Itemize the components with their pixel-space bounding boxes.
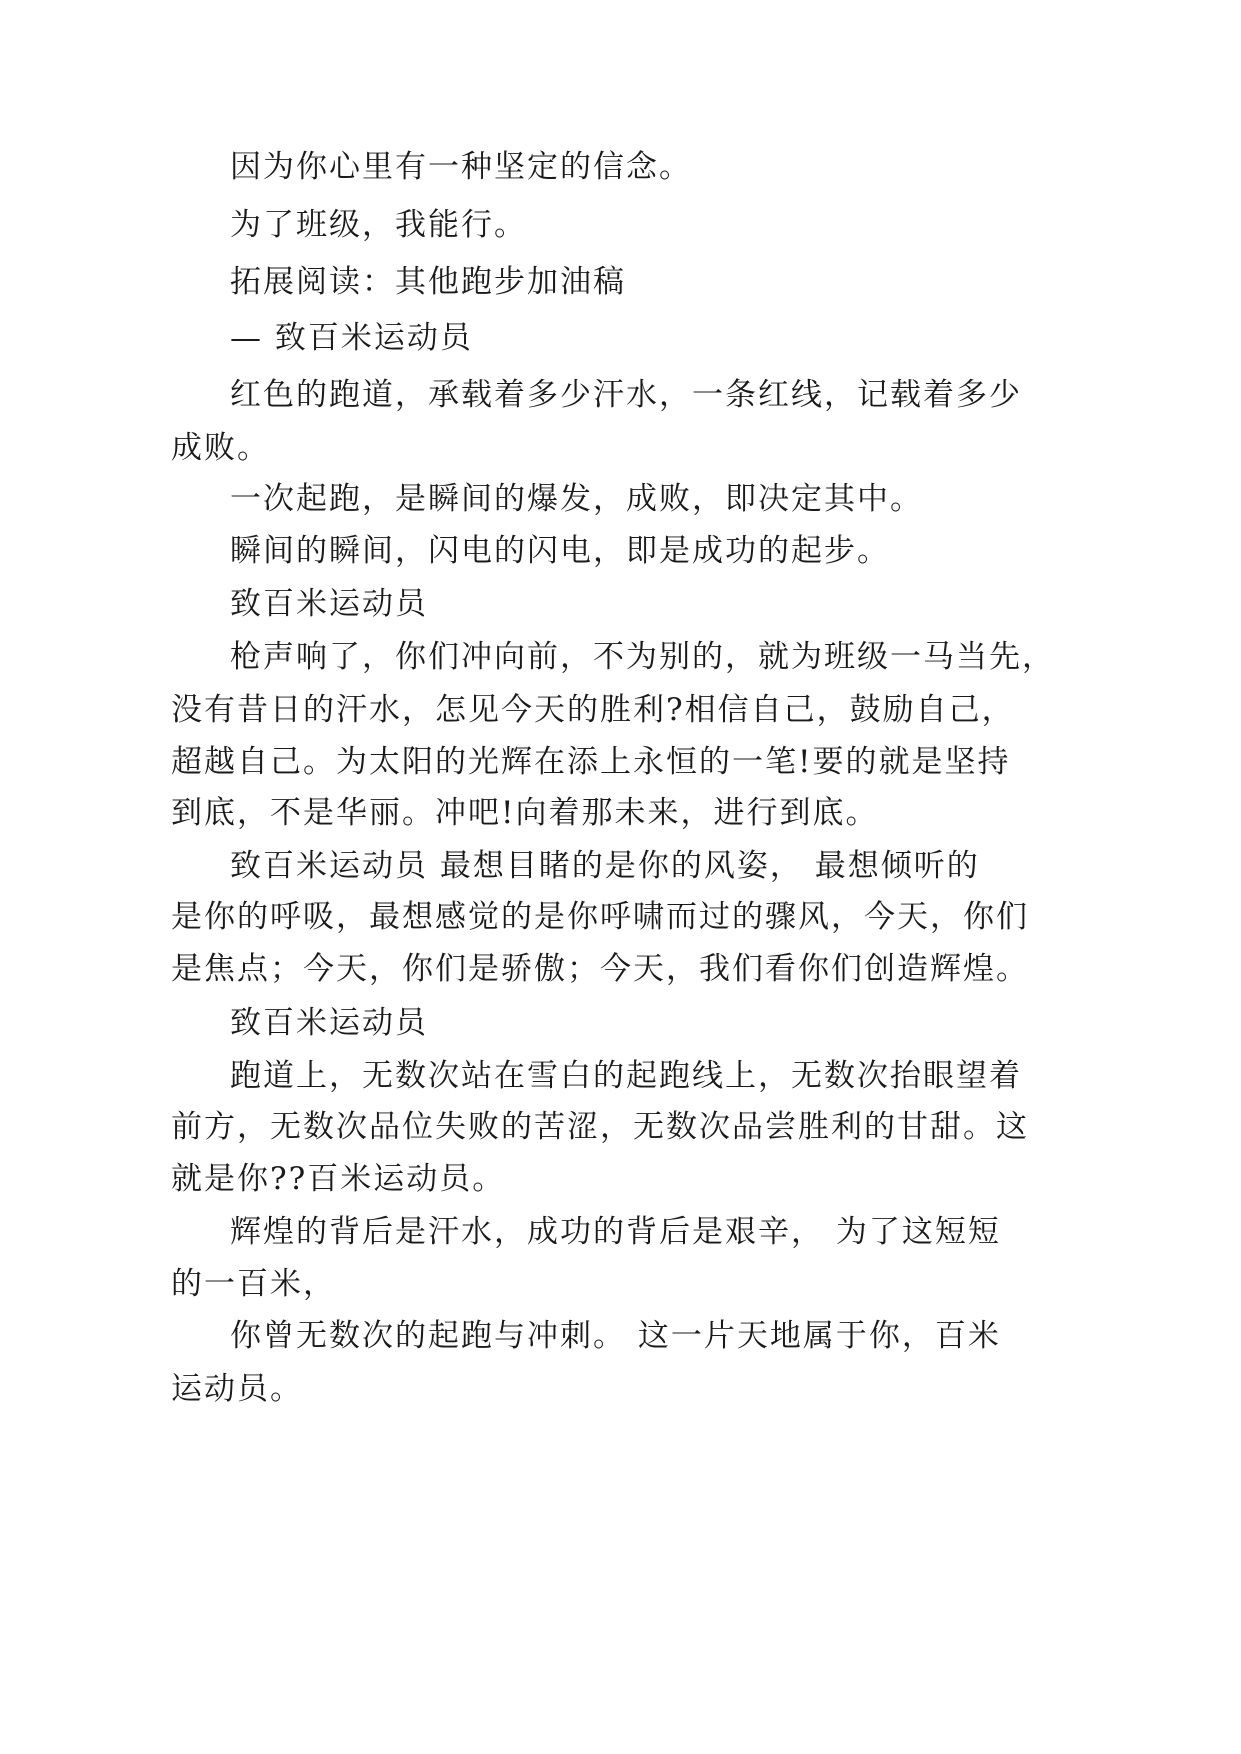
text-line: 成败。 [171, 430, 270, 466]
text-line: 为了班级，我能行。 [230, 207, 527, 243]
text-line: 因为你心里有一种坚定的信念。 [230, 149, 692, 185]
text-line: — 致百米运动员 [230, 320, 473, 356]
text-line: 跑道上，无数次站在雪白的起跑线上，无数次抬眼望着 [230, 1058, 1022, 1094]
text-line: 致百米运动员 [230, 1005, 428, 1041]
text-line: 红色的跑道，承载着多少汗水，一条红线，记载着多少 [230, 377, 1022, 413]
text-line: 的一百米， [171, 1266, 336, 1302]
text-line: 拓展阅读：其他跑步加油稿 [230, 264, 626, 300]
text-line: 就是你??百米运动员。 [171, 1161, 506, 1197]
text-line: 辉煌的背后是汗水，成功的背后是艰辛， 为了这短短 [230, 1214, 1001, 1250]
text-line: 是焦点；今天，你们是骄傲；今天，我们看你们创造辉煌。 [171, 951, 1029, 987]
text-line: 前方，无数次品位失败的苦涩，无数次品尝胜利的甘甜。这 [171, 1109, 1029, 1145]
text-line: 瞬间的瞬间，闪电的闪电，即是成功的起步。 [230, 533, 890, 569]
text-line: 枪声响了，你们冲向前，不为别的，就为班级一马当先， [230, 639, 1055, 675]
text-line: 致百米运动员 [230, 586, 428, 622]
text-line: 是你的呼吸，最想感觉的是你呼啸而过的骤风，今天，你们 [171, 899, 1029, 935]
text-line: 运动员。 [171, 1371, 303, 1407]
text-line: 你曾无数次的起跑与冲刺。 这一片天地属于你，百米 [230, 1318, 1001, 1354]
text-line: 超越自己。为太阳的光辉在添上永恒的一笔!要的就是坚持 [171, 744, 1011, 780]
text-line: 没有昔日的汗水，怎见今天的胜利?相信自己，鼓励自己， [171, 692, 1015, 728]
text-line: 到底，不是华丽。冲吧!向着那未来，进行到底。 [171, 795, 879, 831]
text-line: 致百米运动员 最想目睹的是你的风姿， 最想倾听的 [230, 848, 980, 884]
text-line: 一次起跑，是瞬间的爆发，成败，即决定其中。 [230, 481, 923, 517]
